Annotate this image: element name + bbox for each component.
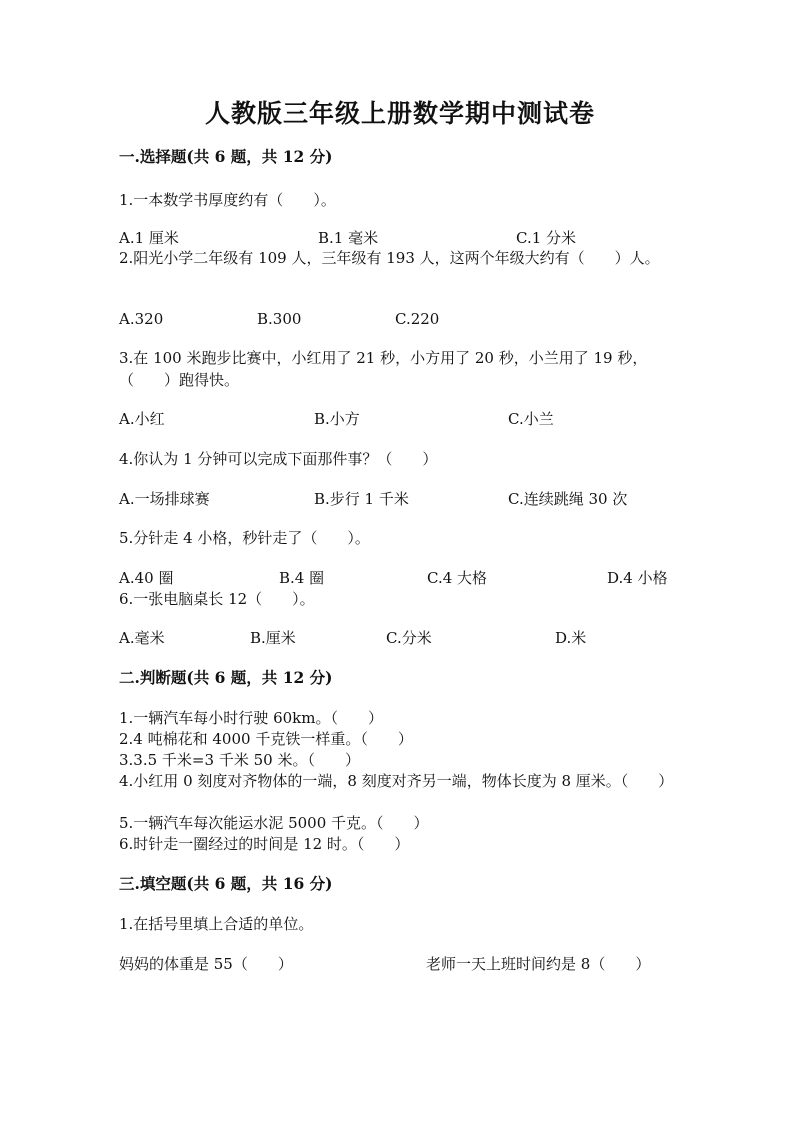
option-b: B.小方	[314, 410, 360, 428]
option-b: B.1 毫米	[318, 229, 379, 247]
option-a: A.小红	[119, 410, 165, 428]
option-a: A.40 圈	[119, 569, 174, 587]
question-text: 1.在括号里填上合适的单位。	[119, 915, 314, 933]
option-c: C.连续跳绳 30 次	[508, 490, 628, 508]
question-text: 5.分针走 4 小格，秒针走了（ ）。	[119, 529, 370, 547]
question-text: 2.阳光小学二年级有 109 人，三年级有 193 人，这两个年级大约有（ ）人。	[119, 249, 660, 267]
option-a: A.毫米	[119, 629, 165, 647]
option-c: C.分米	[386, 629, 432, 647]
option-c: C.220	[395, 310, 440, 328]
question-text: 1.一本数学书厚度约有（ ）。	[119, 191, 336, 209]
fill-item: 老师一天上班时间约是 8（ ）	[426, 955, 651, 973]
judgement-item: 3.3.5 千米=3 千米 50 米。（ ）	[119, 751, 360, 769]
section-heading-fill: 三.填空题(共 6 题，共 16 分)	[119, 874, 333, 893]
option-c: C.1 分米	[516, 229, 577, 247]
option-b: B.步行 1 千米	[314, 490, 409, 508]
question-text: 6.一张电脑桌长 12（ ）。	[119, 590, 315, 608]
fill-item: 妈妈的体重是 55（ ）	[119, 955, 293, 973]
option-b: B.4 圈	[279, 569, 325, 587]
option-a: A.一场排球赛	[119, 490, 210, 508]
option-c: C.小兰	[508, 410, 554, 428]
option-b: B.300	[257, 310, 302, 328]
question-text: 3.在 100 米跑步比赛中，小红用了 21 秒，小方用了 20 秒，小兰用了 19 秒，（ ）跑得快。	[119, 349, 648, 389]
option-a: A.320	[119, 310, 164, 328]
judgement-item: 6.时针走一圈经过的时间是 12 时。（ ）	[119, 835, 410, 853]
option-d: D.4 小格	[607, 569, 668, 587]
question-text: 4.你认为 1 分钟可以完成下面那件事？（ ）	[119, 450, 438, 468]
judgement-item: 4.小红用 0 刻度对齐物体的一端，8 刻度对齐另一端，物体长度为 8 厘米。（ ）	[119, 772, 674, 790]
section-heading-judgement: 二.判断题(共 6 题，共 12 分)	[119, 668, 333, 687]
section-heading-choice: 一.选择题(共 6 题，共 12 分)	[119, 147, 333, 166]
judgement-item: 2.4 吨棉花和 4000 千克铁一样重。（ ）	[119, 730, 413, 748]
judgement-item: 5.一辆汽车每次能运水泥 5000 千克。（ ）	[119, 814, 429, 832]
option-b: B.厘米	[250, 629, 296, 647]
option-d: D.米	[555, 629, 587, 647]
page-title: 人教版三年级上册数学期中测试卷	[204, 99, 595, 128]
judgement-item: 1.一辆汽车每小时行驶 60km。（ ）	[119, 709, 383, 727]
option-a: A.1 厘米	[119, 229, 179, 247]
option-c: C.4 大格	[427, 569, 488, 587]
